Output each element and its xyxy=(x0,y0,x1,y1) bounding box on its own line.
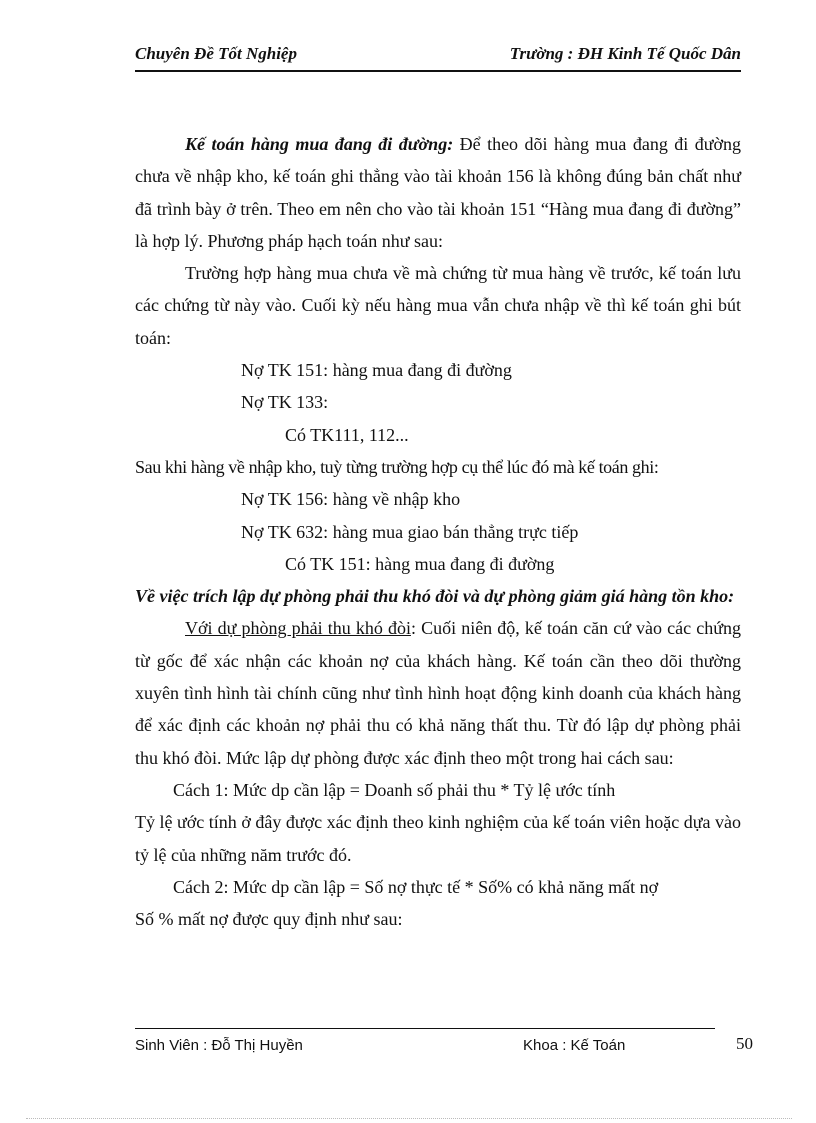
page-footer xyxy=(135,1028,715,1054)
paragraph-bad-debt xyxy=(135,612,741,773)
paragraph-estimate: Tỷ lệ ước tính ở đây được xác định theo kinh nghiệm của kế toán viên hoặc dựa vào tỷ lệ của những năm trước đó. xyxy=(135,812,741,865)
header-left: Chuyên Đề Tốt Nghiệp xyxy=(135,44,297,63)
entry-debit-151: Nợ TK 151: hàng mua đang đi đường xyxy=(241,360,512,381)
paragraph-case: Trường hợp hàng mua chưa về mà chứng từ mua hàng về trước, kế toán lưu các chứng từ này vào. Cuối kỳ nếu hàng mua vẫn chưa nhập về thì kế toán ghi bút toán: xyxy=(135,263,741,348)
paragraph-purchases-in-transit xyxy=(135,128,741,257)
paragraph-text: Để theo dõi hàng mua đang đi đường chưa về nhập kho, kế toán ghi thẳng vào tài khoản 156 là không đúng bản chất như đã trình bày ở trên. Theo em nên cho vào tài khoản 151 “Hàng mua đang đi đường” là hợp lý. Phương pháp hạch toán như sau: xyxy=(135,134,741,251)
paragraph-text: : Cuối niên độ, kế toán căn cứ vào các chứng từ gốc để xác nhận các khoản nợ của khách hàng. Kế toán cần theo dõi thường xuyên tình hình tài chính cũng như tình hình hoạt động kinh doanh của khách hàng để xác định các khoản nợ phải thu có khả năng thất thu. Từ đó lập dự phòng phải thu khó đòi. Mức lập dự phòng được xác định theo một trong hai cách sau: xyxy=(135,618,741,768)
underlined-term: Với dự phòng phải thu khó đòi xyxy=(185,618,411,639)
footer-student: Sinh Viên : Đỗ Thị Huyền xyxy=(135,1037,303,1054)
page-number: 50 xyxy=(736,1034,753,1053)
page-edge-divider xyxy=(26,1118,792,1119)
section-heading-provisions: Về việc trích lập dự phòng phải thu khó đòi và dự phòng giảm giá hàng tồn kho: xyxy=(135,586,735,607)
page-body xyxy=(135,128,741,935)
paragraph-after-receipt: Sau khi hàng về nhập kho, tuỳ từng trường hợp cụ thể lúc đó mà kế toán ghi: xyxy=(135,456,659,477)
paragraph-loss-rate: Số % mất nợ được quy định như sau: xyxy=(135,909,403,930)
section-heading-purchases: Kế toán hàng mua đang đi đường: xyxy=(185,134,454,154)
header-right: Trường : ĐH Kinh Tế Quốc Dân xyxy=(509,44,741,63)
footer-faculty: Khoa : Kế Toán xyxy=(523,1037,626,1054)
entry-credit-111: Có TK111, 112... xyxy=(285,424,409,445)
entry-credit-151: Có TK 151: hàng mua đang đi đường xyxy=(285,553,555,574)
method-2: Cách 2: Mức dp cần lập = Số nợ thực tế * Số% có khả năng mất nợ xyxy=(173,876,659,897)
entry-debit-133: Nợ TK 133: xyxy=(241,392,329,413)
entry-debit-632: Nợ TK 632: hàng mua giao bán thẳng trực tiếp xyxy=(241,521,579,542)
method-1: Cách 1: Mức dp cần lập = Doanh số phải thu * Tỷ lệ ước tính xyxy=(173,779,616,800)
page-header xyxy=(135,44,741,72)
entry-debit-156: Nợ TK 156: hàng về nhập kho xyxy=(241,489,461,510)
